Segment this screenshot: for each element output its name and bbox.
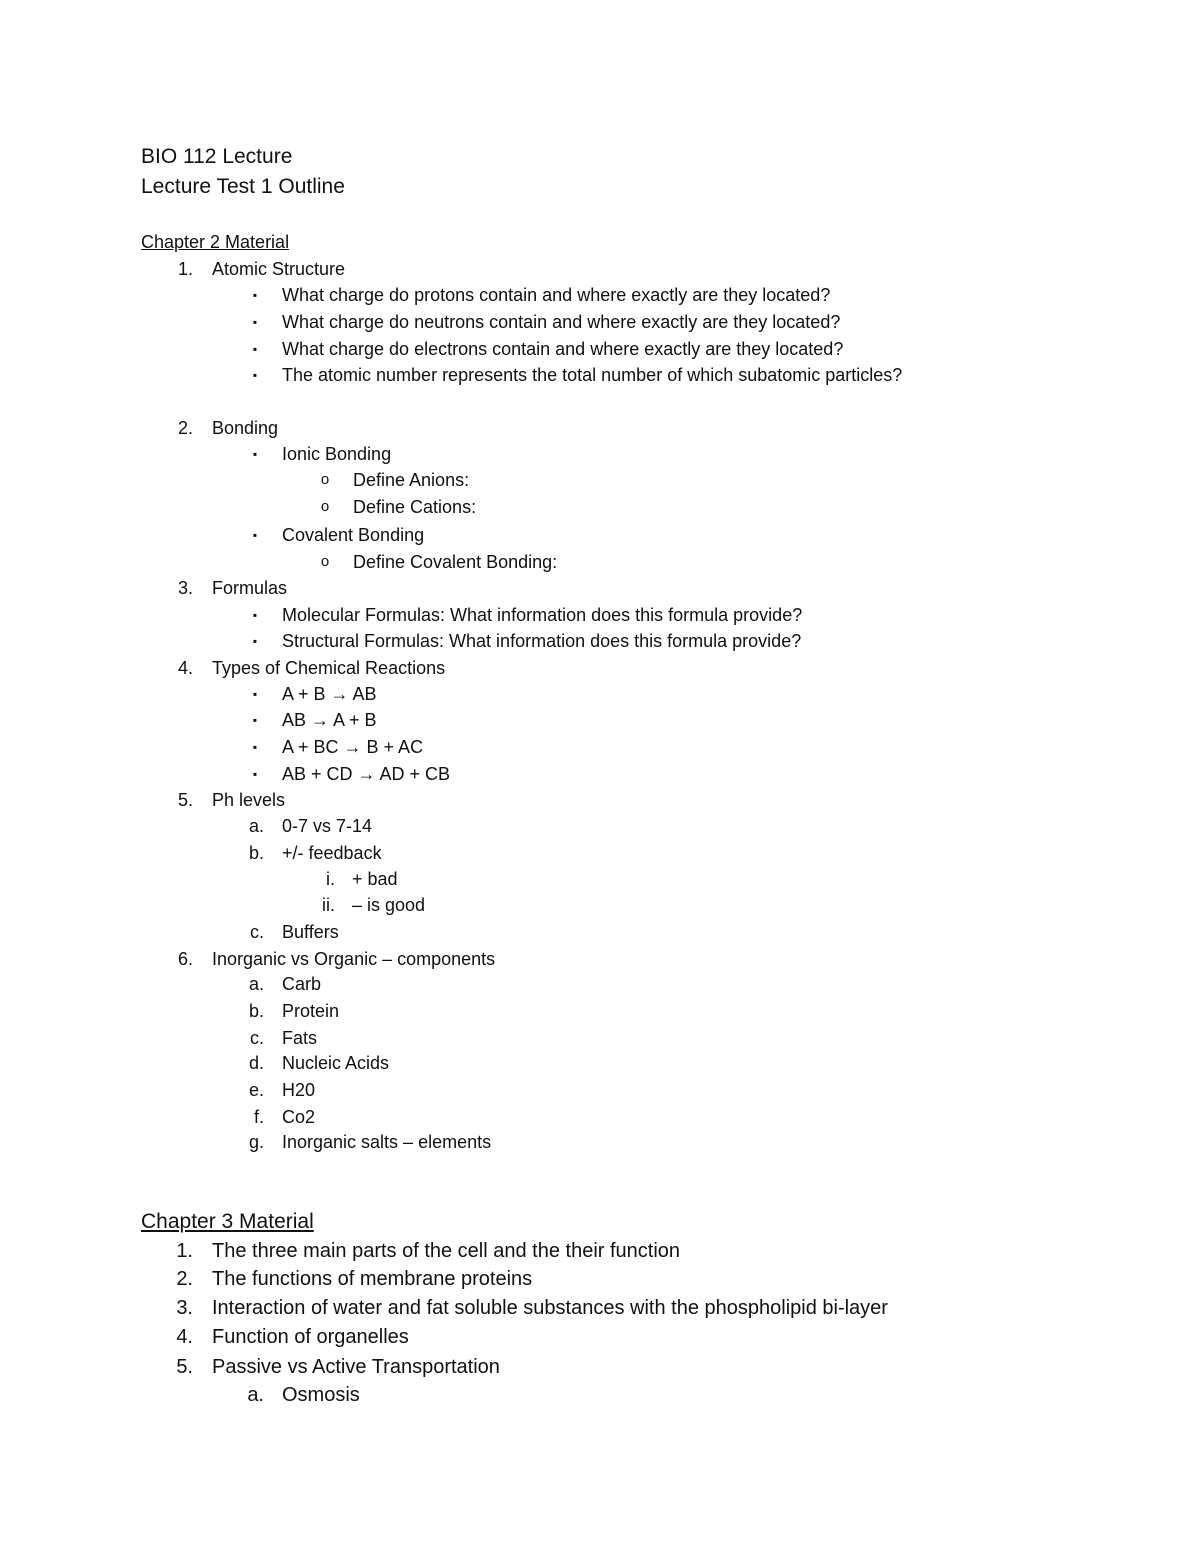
section-label: Atomic Structure xyxy=(212,259,346,279)
chapter-3-heading: Chapter 3 Material xyxy=(141,1210,314,1233)
bullet-text: Ionic Bonding xyxy=(282,444,392,464)
list-letter: a. xyxy=(248,816,264,836)
list-number: 3. xyxy=(176,1297,193,1319)
bullet-icon: ▪ xyxy=(252,767,258,781)
list-letter: a. xyxy=(247,1384,264,1406)
bullet-icon: ▪ xyxy=(252,342,258,356)
list-letter: d. xyxy=(248,1053,264,1073)
course-title: BIO 112 Lecture xyxy=(141,145,293,168)
circle-bullet-icon: o xyxy=(320,471,330,488)
circle-bullet-icon: o xyxy=(320,498,330,515)
item-text: Carb xyxy=(282,974,322,994)
list-letter: b. xyxy=(248,1001,264,1021)
bullet-text: A + B → AB xyxy=(282,684,377,704)
bullet-text: A + BC → B + AC xyxy=(282,737,424,757)
item-text: +/- feedback xyxy=(282,843,382,863)
item-text: – is good xyxy=(352,895,426,915)
list-number: 4. xyxy=(177,658,193,678)
section-label: Types of Chemical Reactions xyxy=(212,658,446,678)
bullet-text: AB + CD → AD + CB xyxy=(282,764,451,784)
list-roman: i. xyxy=(326,869,335,889)
list-roman: ii. xyxy=(322,895,335,915)
item-text: Protein xyxy=(282,1001,340,1021)
bullet-icon: ▪ xyxy=(252,315,258,329)
bullet-icon: ▪ xyxy=(252,687,258,701)
list-number: 4. xyxy=(176,1326,193,1348)
bullet-icon: ▪ xyxy=(252,528,258,542)
list-number: 1. xyxy=(177,259,193,279)
bullet-text: Define Cations: xyxy=(353,497,477,517)
item-text: Function of organelles xyxy=(212,1326,409,1348)
bullet-text: AB → A + B xyxy=(282,710,377,730)
item-text: Nucleic Acids xyxy=(282,1053,390,1073)
bullet-text: Define Anions: xyxy=(353,470,470,490)
item-text: Osmosis xyxy=(282,1384,360,1406)
bullet-icon: ▪ xyxy=(252,713,258,727)
bullet-icon: ▪ xyxy=(252,608,258,622)
bullet-icon: ▪ xyxy=(252,447,258,461)
bullet-text: Molecular Formulas: What information does this formula provide? xyxy=(282,605,803,625)
item-text: + bad xyxy=(352,869,398,889)
item-text: 0-7 vs 7-14 xyxy=(282,816,373,836)
item-text: Inorganic salts – elements xyxy=(282,1132,492,1152)
item-text: H20 xyxy=(282,1080,316,1100)
item-text: Co2 xyxy=(282,1107,316,1127)
bullet-icon: ▪ xyxy=(252,288,258,302)
section-label: Inorganic vs Organic – components xyxy=(212,949,496,969)
bullet-icon: ▪ xyxy=(252,634,258,648)
list-number: 5. xyxy=(176,1356,193,1378)
list-number: 6. xyxy=(177,949,193,969)
list-letter: c. xyxy=(249,922,264,942)
list-number: 3. xyxy=(177,578,193,598)
document-subtitle: Lecture Test 1 Outline xyxy=(141,175,345,198)
list-letter: b. xyxy=(248,843,264,863)
list-number: 2. xyxy=(176,1268,193,1290)
section-label: Bonding xyxy=(212,418,279,438)
item-text: Fats xyxy=(282,1028,318,1048)
item-text: The three main parts of the cell and the their function xyxy=(212,1240,681,1262)
chapter-2-heading: Chapter 2 Material xyxy=(141,232,290,252)
bullet-text: Structural Formulas: What information does this formula provide? xyxy=(282,631,802,651)
bullet-text: The atomic number represents the total number of which subatomic particles? xyxy=(282,365,903,385)
item-text: Passive vs Active Transportation xyxy=(212,1356,500,1378)
section-label: Formulas xyxy=(212,578,288,598)
bullet-icon: ▪ xyxy=(252,740,258,754)
list-number: 5. xyxy=(177,790,193,810)
list-number: 2. xyxy=(177,418,193,438)
bullet-text: Define Covalent Bonding: xyxy=(353,552,558,572)
section-label: Ph levels xyxy=(212,790,286,810)
item-text: Interaction of water and fat soluble substances with the phospholipid bi-layer xyxy=(212,1297,888,1319)
bullet-text: What charge do protons contain and where exactly are they located? xyxy=(282,285,831,305)
circle-bullet-icon: o xyxy=(320,553,330,570)
item-text: Buffers xyxy=(282,922,339,942)
list-letter: e. xyxy=(248,1080,264,1100)
list-letter: f. xyxy=(253,1107,264,1127)
list-letter: g. xyxy=(248,1132,264,1152)
list-letter: c. xyxy=(249,1028,264,1048)
bullet-icon: ▪ xyxy=(252,368,258,382)
bullet-text: Covalent Bonding xyxy=(282,525,425,545)
item-text: The functions of membrane proteins xyxy=(212,1268,533,1290)
list-number: 1. xyxy=(176,1240,193,1262)
bullet-text: What charge do neutrons contain and where exactly are they located? xyxy=(282,312,841,332)
bullet-text: What charge do electrons contain and where exactly are they located? xyxy=(282,339,844,359)
list-letter: a. xyxy=(248,974,264,994)
